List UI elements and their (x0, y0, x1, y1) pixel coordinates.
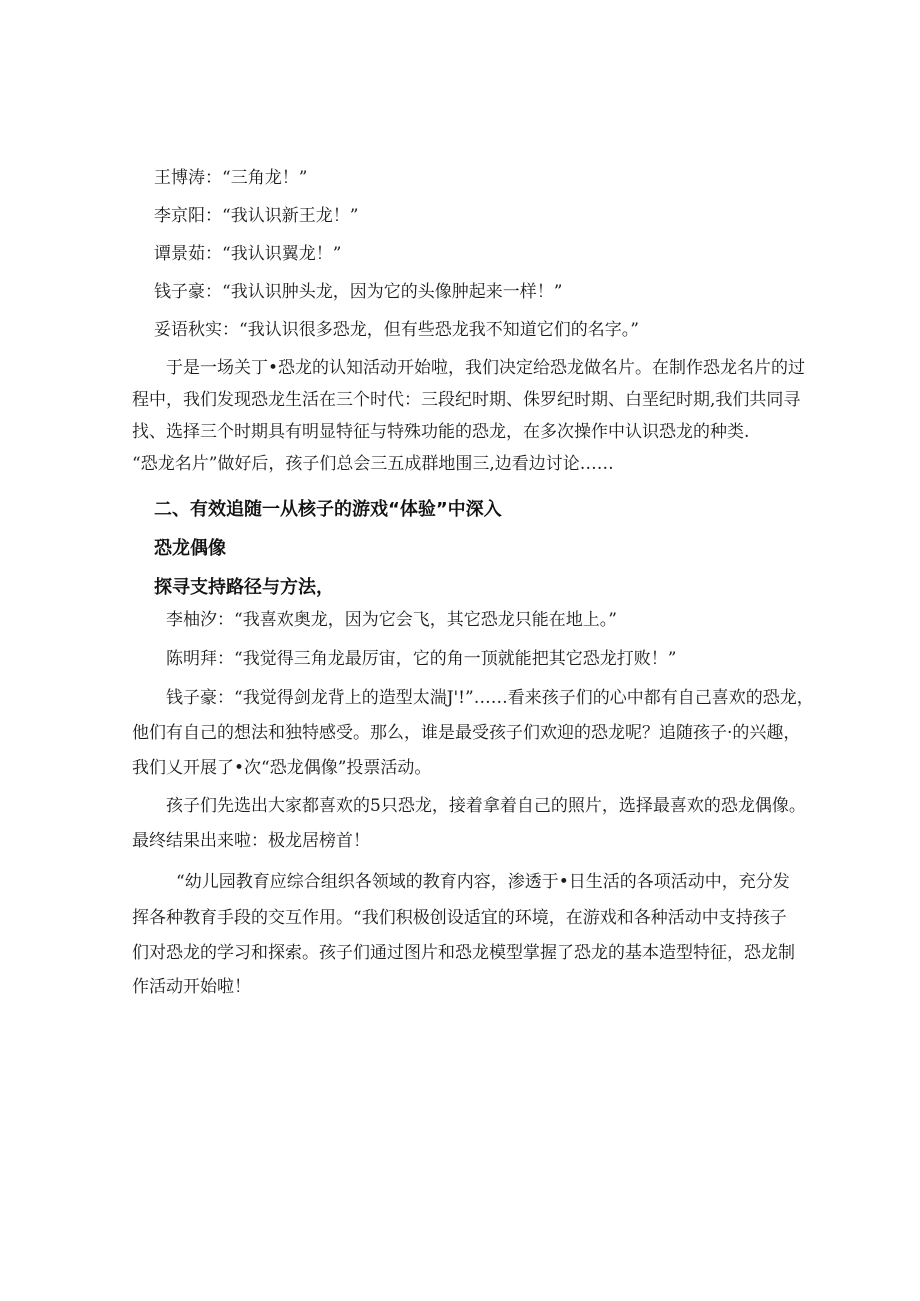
paragraph-line: 们对恐龙的学习和探索。孩子们通过图片和恐龙模型掌握了恐龙的基本造型特征，恐龙制 (132, 943, 795, 963)
paragraph-line: 挥各种教育手段的交互作用。“我们积极创设适宜的环境，在游戏和各种活动中支持孩子 (132, 908, 787, 928)
sub-heading: 探寻支持路径与方法， (154, 577, 334, 598)
paragraph-line: 最终结果出来啦：极龙居榜首！ (132, 831, 370, 851)
speaker-quote: “三角龙！” (222, 168, 308, 188)
dialogue-line (154, 242, 341, 266)
speaker-name: 李京阳： (154, 206, 222, 226)
paragraph-line: “恐龙名片”做好后，孩子们总会三五成群地围三,边看边讨论…… (132, 454, 614, 474)
sub-heading: 恐龙偶像 (154, 538, 226, 559)
paragraph-line: “幼儿园教育应综合组织各领域的教育内容，渗透于•日生活的各项活动中，充分发 (176, 872, 790, 892)
speaker-quote: “我认识新王龙！” (222, 206, 359, 226)
speaker-name: 谭景茹： (154, 244, 222, 264)
paragraph-line: 程中，我们发现恐龙生活在三个时代：三段纪时期、侏罗纪时期、白垩纪时期,我们共同寻 (132, 390, 801, 410)
speaker-name: 钱子豪： (154, 282, 222, 302)
speaker-name: 王博涛： (154, 168, 222, 188)
speaker-quote: “我认识很多恐龙，但有些恐龙我不知道它们的名字。” (239, 320, 639, 340)
dialogue-line (166, 647, 676, 671)
speaker-quote: “我觉得三角龙最厉宙，它的角一顶就能把其它恐龙打败！” (234, 649, 677, 669)
paragraph-line: 我们乂开展了•次“恐龙偶像”投票活动。 (132, 758, 432, 778)
dialogue-line (154, 166, 307, 190)
speaker-name: 陈明拜： (166, 649, 234, 669)
dialogue-line (154, 204, 358, 228)
paragraph-line: 钱子豪：“我觉得剑龙背上的造型太湍J'!”……看来孩子们的心中都有自己喜欢的恐龙， (166, 688, 814, 708)
paragraph-line: 作活动开始啦！ (132, 977, 251, 997)
paragraph-line: 他们有自己的想法和独特感受。那么，谁是最受孩子们欢迎的恐龙呢？追随孩子·的兴趣， (132, 723, 801, 743)
paragraph-line: 孩子们先选出大家都喜欢的5只恐龙，接着拿着自己的照片，选择最喜欢的恐龙偶像。 (166, 796, 806, 816)
speaker-quote: “我喜欢奥龙，因为它会飞，其它恐龙只能在地上。” (234, 610, 617, 630)
paragraph-line: 找、选择三个时期具有明显特征与特殊功能的恐龙，在多次操作中认识恐龙的种类. (132, 422, 750, 442)
speaker-name: 妥语秋实： (154, 320, 239, 340)
speaker-quote: “我认识翼龙！” (222, 244, 342, 264)
dialogue-line (166, 608, 617, 632)
paragraph-line: 于是一场关丁•恐龙的认知活动开始啦，我们决定给恐龙做名片。在制作恐龙名片的过 (166, 358, 806, 378)
speaker-name: 李柚汐： (166, 610, 234, 630)
dialogue-line (154, 280, 562, 304)
dialogue-line (154, 318, 639, 342)
speaker-quote: “我认识肿头龙，因为它的头像肿起来一样！” (222, 282, 563, 302)
section-heading: 二、有效追随一从核子的游戏“体验”中深入 (154, 499, 502, 520)
